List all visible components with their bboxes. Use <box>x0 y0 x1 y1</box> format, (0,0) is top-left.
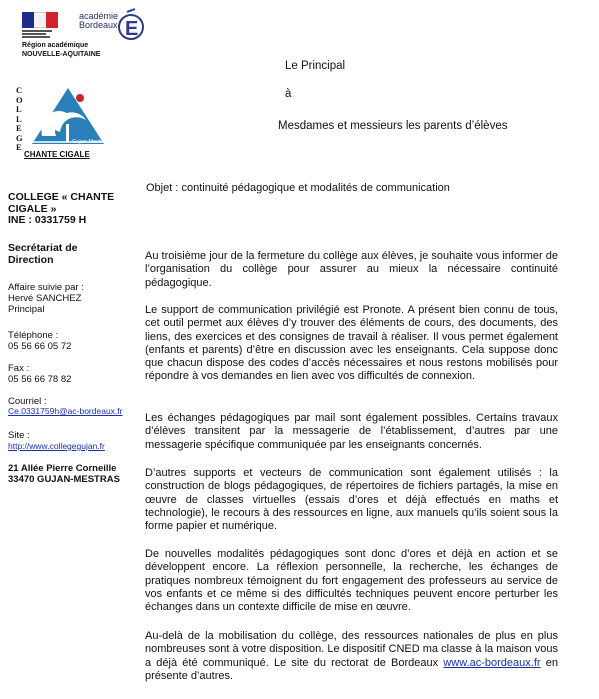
college-vertical-label: COLLEGE <box>16 85 23 152</box>
academie-city: Bordeaux <box>79 20 118 30</box>
region-label <box>22 41 100 59</box>
telephone-label: Téléphone : <box>8 330 59 341</box>
region-line2: NOUVELLE-AQUITAINE <box>22 51 101 58</box>
republique-francaise-logo <box>22 12 58 38</box>
rectorat-link[interactable]: www.ac-bordeaux.fr <box>443 656 541 669</box>
site-link[interactable]: http://www.collegegujan.fr <box>8 441 105 451</box>
telephone-value: 05 56 66 05 72 <box>8 341 72 352</box>
sender-title: Le Principal <box>285 60 346 72</box>
recipient-name: Mesdames et messieurs les parents d’élèves <box>278 120 508 132</box>
paragraph-6-text: Au-delà de la mobilisation du collège, des ressources nationales de plus en plus nombreuses sont à votre disposition. Le dispositif CNED ma classe à la maison vous a déjà été communiqué. Le site du rectorat de Bordeaux <box>145 630 558 669</box>
address-line2: 33470 GUJAN-MESTRAS <box>8 474 120 485</box>
fax-value: 05 56 66 78 82 <box>8 374 72 385</box>
college-name: COLLEGE « CHANTE CIGALE » <box>8 191 115 215</box>
paragraph-2: Le support de communication privilégié est Pronote. A présent bien connu de tous, cet outil permet aux élèves d’y trouver des éléments de cours, des documents, des liens, des exercices et des consignes de travail à réaliser. Il vous permet également (enfants et parents) d’être en discussion avec les enseignants. Cela suppose donc que chacun dispose des codes d’accès nécessaires et nous restons mobilisés pour répondre à vos demandes en lien avec vos difficultés de connexion. <box>145 304 558 383</box>
college-logo-place: Gujan-Mestras <box>72 139 108 145</box>
site-label: Site : <box>8 430 30 441</box>
paragraph-6 <box>145 630 558 683</box>
recipient-to: à <box>285 88 292 100</box>
paragraph-3: Les échanges pédagogiques par mail sont également possibles. Certains travaux d’élèves transitent par la messagerie de l’établissement, d’autres par une messagerie spécifique communiquée par les enseignants concernés. <box>145 412 558 451</box>
affaire-label: Affaire suivie par : <box>8 282 84 293</box>
secretariat-label: Secrétariat de Direction <box>8 242 78 266</box>
courriel-link[interactable]: Ce.0331759h@ac-bordeaux.fr <box>8 406 123 416</box>
paragraph-5: De nouvelles modalités pédagogiques sont donc d’ores et déjà en action et se développent encore. La réflexion personnelle, la recherche, les échanges de pratiques nombreux témoignent du fort engagement des professeurs au service de vos enfants et ce même si des difficultés techniques peuvent encore perturber les échanges dans un contexte difficile de mise en œuvre. <box>145 548 558 614</box>
svg-text:E: E <box>125 18 139 40</box>
college-logo-name: CHANTE CIGALE <box>24 150 90 159</box>
courriel-label: Courriel : <box>8 396 47 407</box>
academie-label: académie <box>79 11 119 21</box>
fax-label: Fax : <box>8 363 30 374</box>
academie-e-icon <box>117 8 145 42</box>
paragraph-4: D’autres supports et vecteurs de communication sont également utilisés : la construction de blogs pédagogiques, de répertoires de fichiers partagés, la mise en œuvre de classes virtuelles (essais d’ores et déjà effectués en maths et technologie), le recours à des ressources en ligne, aux manuels qu’ils soient sous la forme papier et numérique. <box>145 467 558 533</box>
paragraph-6-end: en présente d’autres. <box>145 656 558 682</box>
college-chante-cigale-logo <box>28 84 108 150</box>
subject-line: Objet : continuité pédagogique et modalités de communication <box>146 182 450 194</box>
academie-bordeaux-logo <box>79 11 139 40</box>
region-line1: Région académique <box>22 42 89 49</box>
affaire-role: Principal <box>8 304 45 315</box>
paragraph-1: Au troisième jour de la fermeture du collège aux élèves, je souhaite vous informer de l’organisation du collège pour assurer au mieux la nécessaire continuité pédagogique. <box>145 250 558 289</box>
college-ine: INE : 0331759 H <box>8 214 87 226</box>
affaire-name: Hervé SANCHEZ <box>8 293 82 304</box>
french-flag-icon <box>22 12 58 28</box>
address-line1: 21 Allée Pierre Corneille <box>8 463 117 474</box>
